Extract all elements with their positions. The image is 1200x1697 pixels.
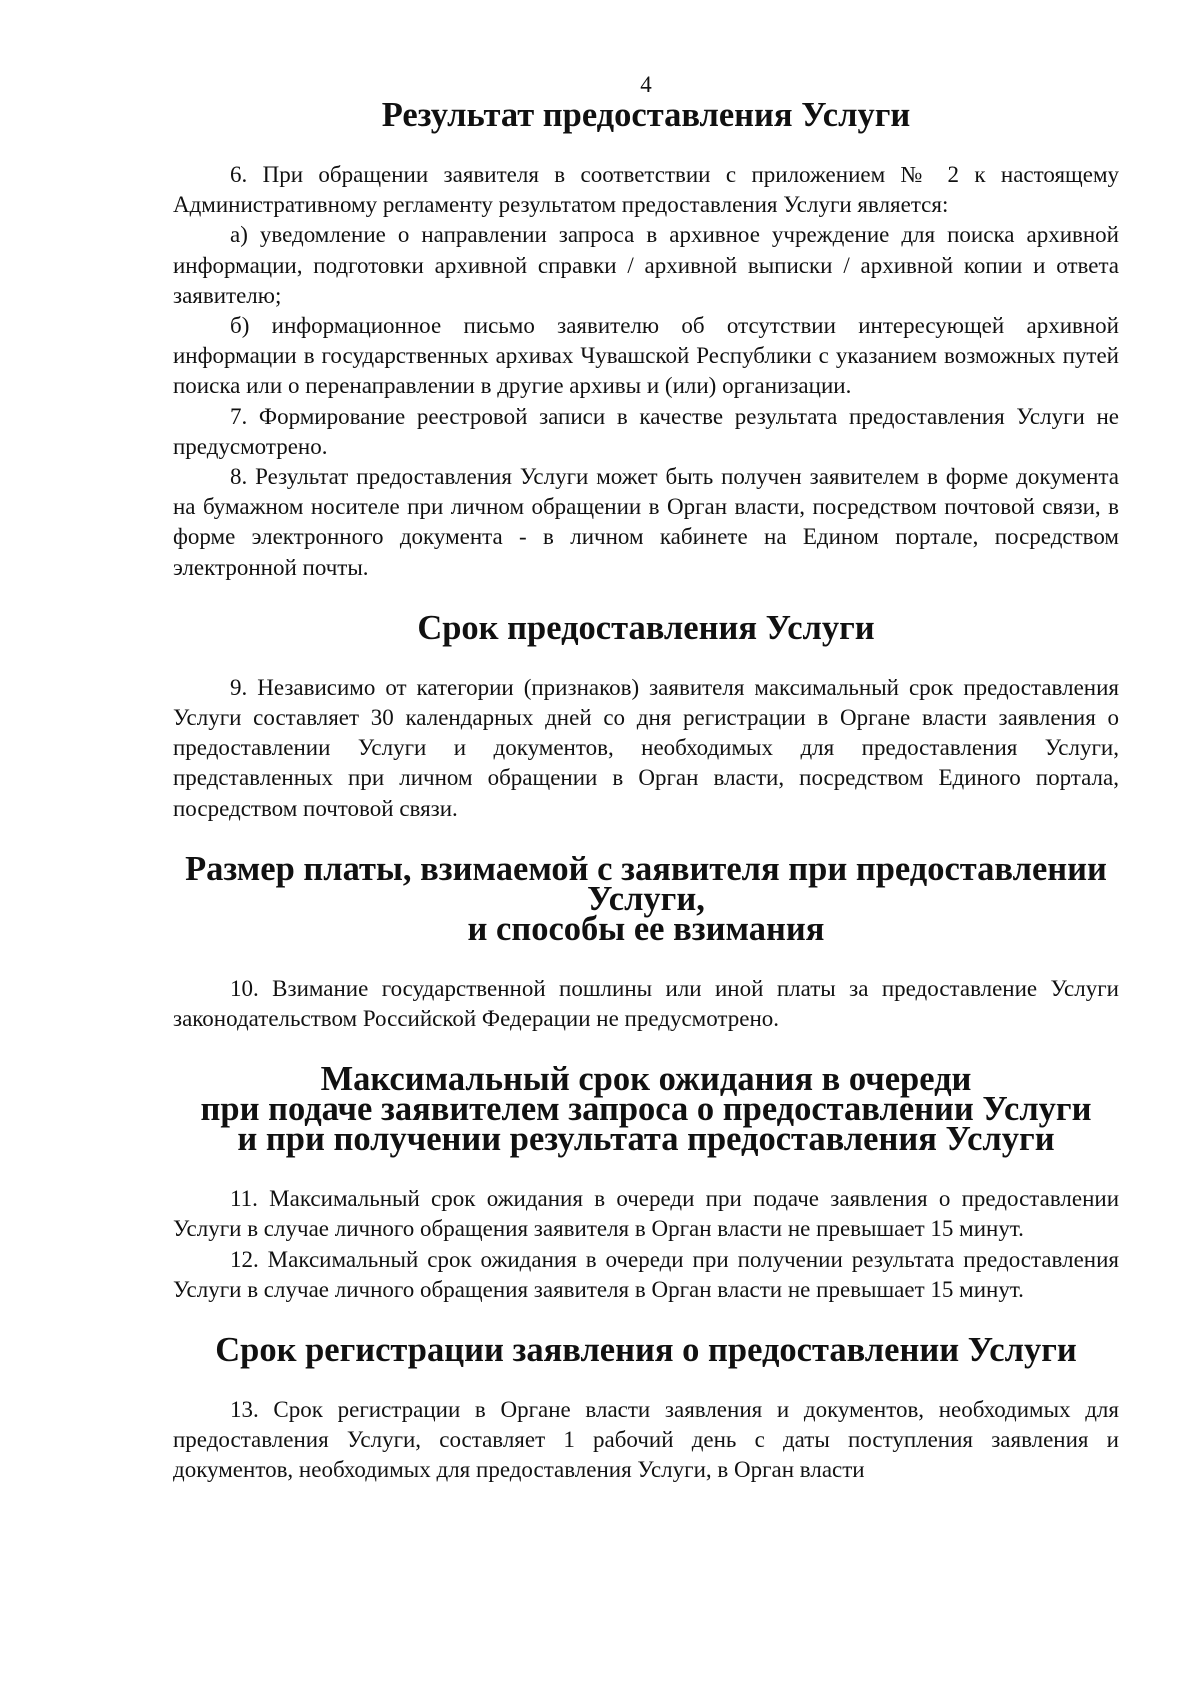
- paragraph: 6. При обращении заявителя в соответствии с приложением № 2 к настоящему Административному регламенту результатом предоставления Услуги является:: [173, 162, 1119, 218]
- section-fee: [173, 849, 1119, 1034]
- heading-line: Срок предоставления Услуги: [417, 608, 875, 647]
- heading-line: и при получении результата предоставления Услуги: [237, 1120, 1055, 1159]
- section-heading: [173, 608, 1119, 647]
- section-heading: [173, 849, 1119, 948]
- paragraph: 9. Независимо от категории (признаков) заявителя максимальный срок предоставления Услуги составляет 30 календарных дней со дня регистрации в Органе власти заявления о предоставлении Услуги и документов, необходимых для предоставления Услуги, представленных при личном обращении в Орган власти, посредством Единого портала, посредством почтовой связи.: [173, 674, 1119, 821]
- section-queue: [173, 1060, 1119, 1305]
- paragraph: 10. Взимание государственной пошлины или иной платы за предоставление Услуги законодательством Российской Федерации не предусмотрено.: [173, 975, 1119, 1032]
- heading-line: и способы ее взимания: [467, 909, 825, 948]
- document-page: [173, 70, 1119, 1486]
- page-number: 4: [640, 72, 652, 97]
- section-registration: [173, 1331, 1119, 1486]
- section-result: [173, 96, 1119, 583]
- paragraph: а) уведомление о направлении запроса в архивное учреждение для поиска архивной информации, подготовки архивной справки / архивной выписки / архивной копии и ответа заявителю;: [173, 222, 1119, 308]
- heading-line: Размер платы, взимаемой с заявителя при предоставлении Услуги,: [185, 849, 1107, 918]
- section-heading: [173, 1060, 1119, 1159]
- heading-line: при подаче заявителем запроса о предоставлении Услуги: [200, 1090, 1092, 1129]
- paragraph: б) информационное письмо заявителю об отсутствии интересующей архивной информации в государственных архивах Чувашской Республики с указанием возможных путей поиска или о перенаправлении в другие архивы и (или) организации.: [173, 313, 1119, 399]
- heading-line: Срок регистрации заявления о предоставлении Услуги: [215, 1331, 1077, 1370]
- paragraph: 13. Срок регистрации в Органе власти заявления и документов, необходимых для предоставления Услуги, составляет 1 рабочий день с даты поступления заявления и документов, необходимых для предоставления Услуги, в Орган власти: [173, 1397, 1119, 1483]
- paragraph: 8. Результат предоставления Услуги может быть получен заявителем в форме документа на бумажном носителе при личном обращении в Орган власти, посредством почтовой связи, в форме электронного документа - в личном кабинете на Едином портале, посредством электронной почты.: [173, 464, 1119, 580]
- heading-line: Результат предоставления Услуги: [381, 96, 911, 134]
- paragraph: 7. Формирование реестровой записи в качестве результата предоставления Услуги не предусмотрено.: [173, 403, 1119, 459]
- paragraph: 12. Максимальный срок ожидания в очереди при получении результата предоставления Услуги в случае личного обращения заявителя в Орган власти не превышает 15 минут.: [173, 1246, 1119, 1302]
- section-term: [173, 608, 1119, 824]
- section-heading: [173, 1331, 1119, 1370]
- section-heading: [173, 96, 1119, 134]
- paragraph: 11. Максимальный срок ожидания в очереди при подаче заявления о предоставлении Услуги в случае личного обращения заявителя в Орган власти не превышает 15 минут.: [173, 1186, 1119, 1242]
- heading-line: Максимальный срок ожидания в очереди: [320, 1060, 972, 1099]
